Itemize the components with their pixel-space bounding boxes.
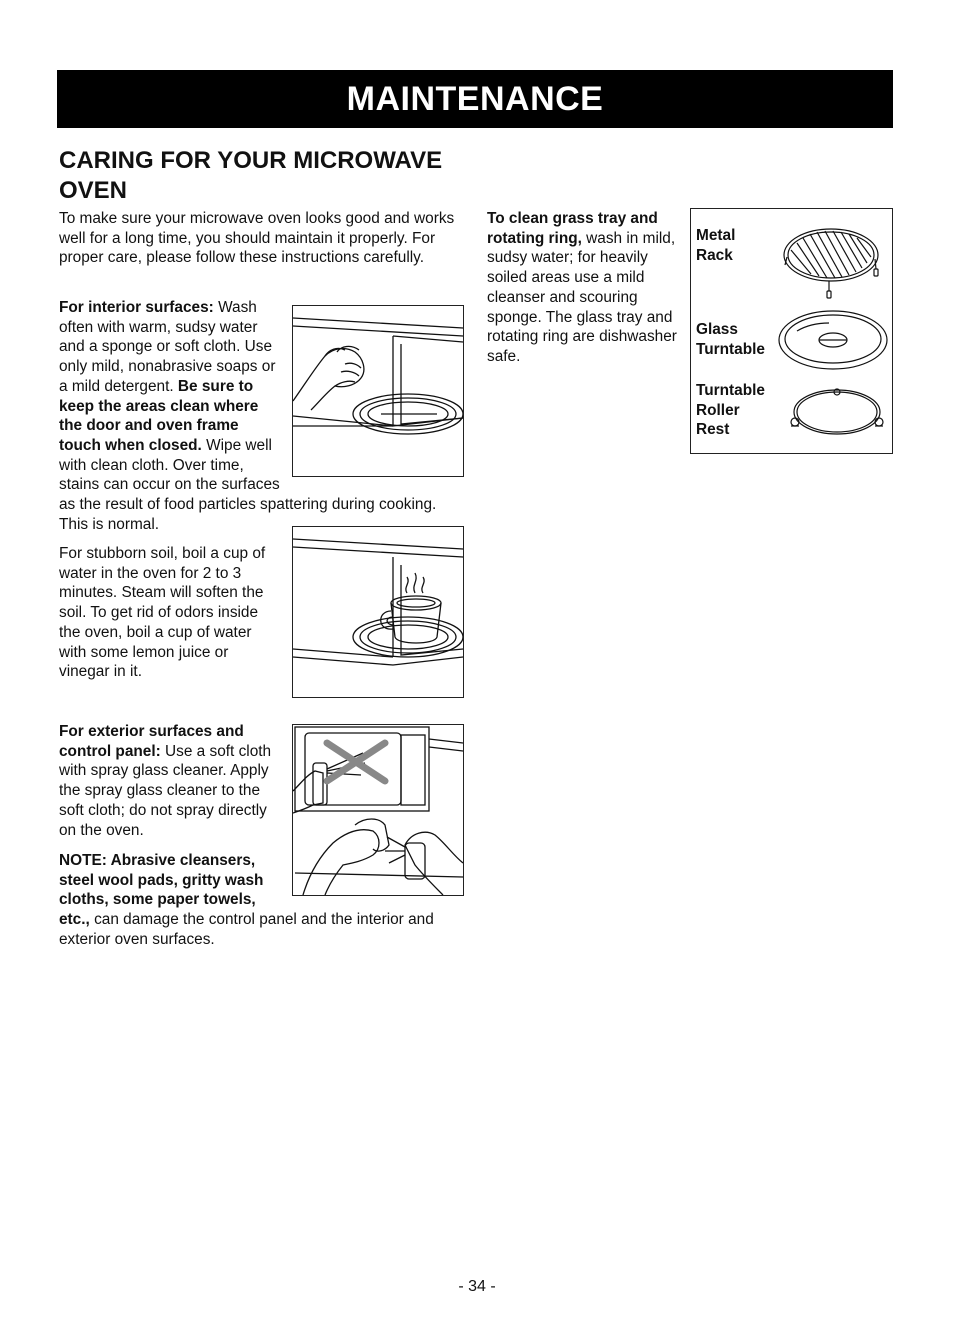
- exterior-label: For exterior surfaces and control panel:: [59, 723, 244, 760]
- exterior-paragraph: [59, 722, 287, 840]
- roller-rest-label-line-2: Roller: [696, 401, 740, 419]
- roller-rest-label: [696, 381, 765, 440]
- metal-rack-label: [696, 226, 735, 265]
- interior-label: For interior surfaces:: [59, 299, 214, 316]
- metal-rack-label-line-2: Rack: [696, 246, 733, 264]
- interior-text-1: Wash often with warm, sudsy water and a sponge or soft cloth. Use only mild, nonabrasive soaps or a mild detergent.: [59, 299, 276, 395]
- tray-paragraph: [487, 209, 685, 367]
- glass-turntable-image: [777, 309, 891, 371]
- section-heading: CARING FOR YOUR MICROWAVE OVEN: [59, 147, 443, 204]
- interior-wipe-illustration: [292, 305, 464, 477]
- glass-turntable-label-line-2: Turntable: [696, 340, 765, 358]
- intro-paragraph: To make sure your microwave oven looks good and works well for a long time, you should maintain it properly. For proper care, please follow these instructions carefully.: [59, 210, 455, 267]
- metal-rack-image: [779, 217, 891, 307]
- roller-rest-label-line-3: Rest: [696, 421, 730, 439]
- page-number: - 34 -: [458, 1278, 496, 1295]
- metal-rack-label-line-1: Metal: [696, 227, 736, 244]
- note-spacer: [287, 851, 463, 895]
- tray-label: To clean grass tray and rotating ring,: [487, 210, 658, 247]
- page-title: MAINTENANCE: [346, 80, 604, 118]
- boiling-cup-illustration: [292, 526, 464, 698]
- roller-rest-image: [787, 385, 887, 439]
- stubborn-soil-paragraph: For stubborn soil, boil a cup of water in the oven for 2 to 3 minutes. Steam will soften the soil. To get rid of odors inside the oven, boil a cup of water with some lemon juice or vinegar in it.: [59, 545, 266, 681]
- turntable-parts-diagram: [690, 208, 893, 454]
- interior-text-2: Wipe well with clean cloth. Over time, stains can occur on the surfaces as the result of food particles spattering during cooking. This is normal.: [59, 436, 437, 533]
- note-paragraph: [59, 851, 463, 950]
- note-text: can damage the control panel and the interior and exterior oven surfaces.: [59, 911, 434, 948]
- interior-bold-text: Be sure to keep the areas clean where the door and oven frame touch when closed.: [59, 377, 259, 454]
- roller-rest-label-line-1: Turntable: [696, 382, 765, 399]
- note-label: NOTE: Abrasive cleansers, steel wool pads, gritty wash cloths, some paper towels, etc.,: [59, 852, 264, 929]
- page-title-banner: [57, 70, 893, 128]
- exterior-text: Use a soft cloth with spray glass cleaner. Apply the spray glass cleaner to the soft cloth; do not spray directly on the oven.: [59, 742, 272, 839]
- glass-turntable-label: [696, 320, 765, 359]
- tray-text: wash in mild, sudsy water; for heavily soiled areas use a mild cleanser and scouring sponge. The glass tray and rotating ring are dishwasher safe.: [487, 229, 677, 365]
- glass-turntable-label-line-1: Glass: [696, 321, 738, 338]
